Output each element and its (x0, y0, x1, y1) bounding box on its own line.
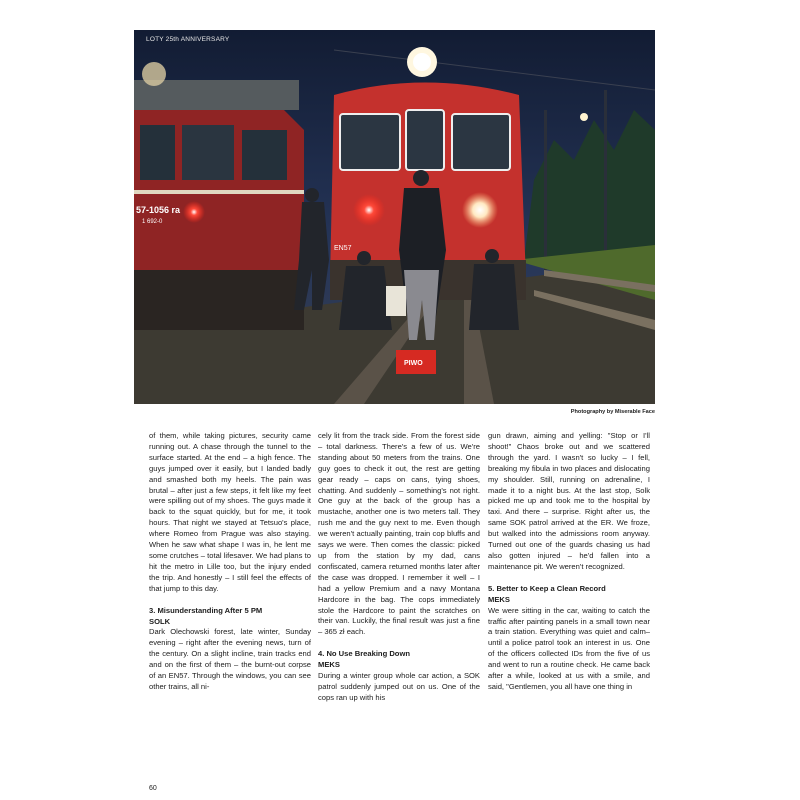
shopping-bag (386, 286, 406, 316)
night-train-scene (134, 30, 655, 404)
train-right-window (406, 110, 444, 170)
train-left-light (183, 201, 205, 223)
train-right-tag: EN57 (334, 245, 352, 252)
street-lamp (580, 113, 588, 121)
paragraph: gun drawn, aiming and yelling: "Stop or I'll shoot!" Chaos broke out and we scattered through the yard. I wasn't so lucky – I fell, breaking my fibula in two places and dislocating my shoulder. Still, running on adrenaline, I made it to a night bus. At the last stop, Solk picked me up and took me to the hospital by taxi. And there – surprise. Right after us, the same SOK patrol arrived at the ER. We froze, but walked into the admissions room anyway. Turned out one of the guards chasing us had also gotten injured – he'd fallen into a maintenance pit. We weren't recognized. (488, 431, 650, 571)
train-left-undercarriage (134, 270, 304, 330)
text-column-2 (318, 431, 480, 704)
photo-credit: Photography by Miserable Face (570, 409, 655, 415)
train-left-headlamp (142, 62, 166, 86)
train-right-window (340, 114, 400, 170)
byline: SOLK (149, 616, 171, 626)
train-left-window (140, 125, 175, 180)
section-header: LOTY 25th ANNIVERSARY (146, 36, 230, 43)
paragraph: We were sitting in the car, waiting to catch the traffic after painting panels in a small town near a train station. Everything was quiet and calm–until a police patrol took an interest in us. One of the officers collected IDs from the five of us and went to run a routine check. He came back after a while, looked at us with a smile, and said, "Gentlemen, you all have one thing in (488, 605, 650, 691)
train-left-stripe (134, 190, 304, 194)
paragraph: During a winter group whole car action, a SOK patrol suddenly jumped out on us. One of the cops ran up with his (318, 671, 480, 702)
byline: MEKS (488, 594, 510, 604)
text-column-3 (488, 431, 650, 693)
train-right-light-left (353, 194, 385, 226)
paragraph: cely lit from the track side. From the forest side – total darkness. There's a few of us. We're standing about 50 meters from the trains. One guy goes to check it out, the rest are getting gear ready – caps on cans, tying shoes, chatting. And suddenly – something's not right. One guy at the back of the group has a mustache, another one is two meters tall. They rush me and the guy next to me. Even though we weren't actually painting, train cop bluffs and says we were. Then comes the classic: picked up from the station by my dad, cans confiscated, camera returned months later after the case was dropped. I remember it well – I had a yellow Premium and a navy Montana Hardcore in the bag. The cops immediately stole the Hardcore to paint the scratches on their van. Luckily, the final result was just a fine – 365 zł each. (318, 431, 480, 637)
train-left-window (182, 125, 234, 180)
paragraph: of them, while taking pictures, security came running out. A chase through the tunnel to the surface started. At the end – a high fence. The guys jumped over it easily, but I landed badly and smashed both my heels. The pain was brutal – after just a few steps, it felt like my feet were spilling out of my shoes. The guys made it back to the squat quickly, but for me, it took hours. That night we stayed at Tetsuo's place, where Romeo from Prague was also staying. When he saw what shape I was in, he lent me some crutches – total lifesaver. We had plans to hit the metro in Lille too, but the injury ended the trip. And honestly – I still feel the effects of that jump to this day. (149, 431, 311, 593)
section-heading: 5. Better to Keep a Clean Record (488, 583, 606, 593)
byline: MEKS (318, 660, 340, 670)
section-heading: 3. Misunderstanding After 5 PM (149, 605, 263, 615)
train-left-number: 57-1056 ra (136, 205, 181, 215)
crate-text: PIWO (404, 360, 423, 367)
section-heading: 4. No Use Breaking Down (318, 649, 410, 659)
page-number: 60 (149, 785, 157, 792)
pole (544, 110, 547, 270)
train-left-window (242, 130, 287, 180)
pole (604, 90, 607, 270)
train-right-light-right (462, 192, 498, 228)
train-right-window (452, 114, 510, 170)
text-column-1 (149, 431, 311, 693)
paragraph: Dark Olechowski forest, late winter, Sunday evening – right after the evening news, turn of the century. On a slight incline, train tracks end and on the first of them – the burnt-out corpse of an EN57. Through the windows, you can see other trains, all ni- (149, 627, 311, 691)
cover-photo (134, 30, 655, 404)
train-left-sub: 1 692-0 (142, 219, 163, 225)
